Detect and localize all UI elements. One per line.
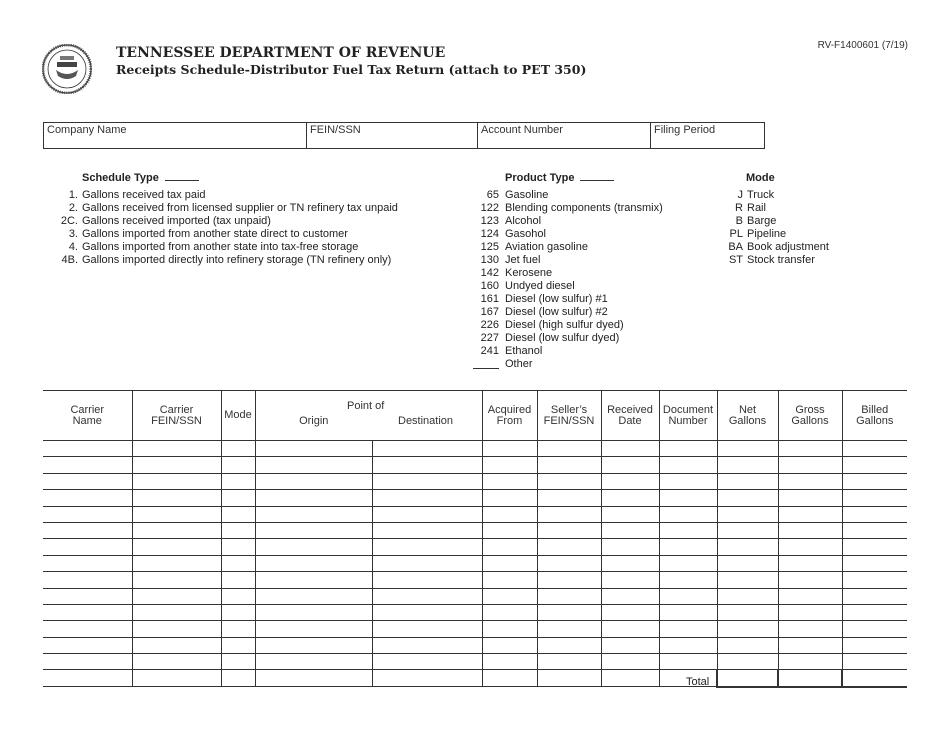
table-row bbox=[43, 588, 907, 604]
table-row bbox=[43, 572, 907, 588]
cell-carrier-fein[interactable] bbox=[132, 637, 221, 653]
cell-seller-fein[interactable] bbox=[537, 457, 601, 473]
cell-net-gallons[interactable] bbox=[717, 588, 778, 604]
cell-net-gallons[interactable] bbox=[717, 539, 778, 555]
cell-acquired-from[interactable] bbox=[482, 621, 537, 637]
product-type-code[interactable] bbox=[473, 358, 499, 369]
mode-item bbox=[0, 202, 900, 215]
product-type-item bbox=[0, 319, 700, 332]
cell-document-number[interactable] bbox=[659, 506, 717, 522]
cell-mode[interactable] bbox=[221, 604, 255, 620]
cell-received-date[interactable] bbox=[601, 670, 659, 686]
cell-billed-gallons[interactable] bbox=[842, 473, 907, 489]
cell-origin[interactable] bbox=[255, 441, 372, 457]
account-number-field[interactable]: Account Number bbox=[478, 123, 651, 149]
cell-seller-fein[interactable] bbox=[537, 588, 601, 604]
schedule-type-blank[interactable] bbox=[165, 180, 199, 181]
cell-carrier-name[interactable] bbox=[43, 621, 132, 637]
product-type-code: 130 bbox=[480, 254, 499, 266]
mode-heading: Mode bbox=[746, 172, 775, 184]
cell-origin[interactable] bbox=[255, 654, 372, 670]
cell-acquired-from[interactable] bbox=[482, 522, 537, 538]
schedule-type-heading-text: Schedule Type bbox=[82, 172, 159, 184]
cell-destination[interactable] bbox=[372, 490, 482, 506]
mode-text: Pipeline bbox=[747, 228, 787, 240]
table-row bbox=[43, 654, 907, 670]
cell-mode[interactable] bbox=[221, 490, 255, 506]
cell-received-date[interactable] bbox=[601, 555, 659, 571]
cell-net-gallons[interactable] bbox=[717, 572, 778, 588]
cell-destination[interactable] bbox=[372, 522, 482, 538]
mode-code: J bbox=[737, 189, 743, 201]
schedule-type-text: Gallons received imported (tax unpaid) bbox=[82, 215, 271, 227]
cell-acquired-from[interactable] bbox=[482, 588, 537, 604]
cell-carrier-fein[interactable] bbox=[132, 441, 221, 457]
cell-carrier-name[interactable] bbox=[43, 637, 132, 653]
cell-mode[interactable] bbox=[221, 572, 255, 588]
cell-origin[interactable] bbox=[255, 506, 372, 522]
cell-gross-gallons[interactable] bbox=[778, 473, 842, 489]
cell-gross-gallons[interactable] bbox=[778, 604, 842, 620]
product-type-text: Aviation gasoline bbox=[505, 241, 588, 253]
schedule-type-code: 4. bbox=[68, 241, 78, 253]
product-type-text: Undyed diesel bbox=[505, 280, 575, 292]
form-number: RV-F1400601 (7/19) bbox=[817, 40, 908, 51]
schedule-type-code: 2C. bbox=[60, 215, 78, 227]
cell-destination[interactable] bbox=[372, 604, 482, 620]
cell-gross-gallons[interactable] bbox=[778, 621, 842, 637]
cell-mode[interactable] bbox=[221, 506, 255, 522]
product-type-text: Diesel (low sulfur dyed) bbox=[505, 332, 620, 344]
cell-gross-gallons[interactable] bbox=[778, 457, 842, 473]
cell-net-gallons[interactable] bbox=[717, 637, 778, 653]
cell-seller-fein[interactable] bbox=[537, 621, 601, 637]
schedule-type-text: Gallons received tax paid bbox=[82, 189, 206, 201]
cell-document-number[interactable] bbox=[659, 473, 717, 489]
mode-item bbox=[0, 254, 900, 267]
cell-gross-gallons[interactable] bbox=[778, 654, 842, 670]
cell-acquired-from[interactable] bbox=[482, 670, 537, 686]
schedule-type-text: Gallons imported from another state into tax-free storage bbox=[82, 241, 359, 253]
cell-destination[interactable] bbox=[372, 670, 482, 686]
cell-destination[interactable] bbox=[372, 441, 482, 457]
cell-received-date[interactable] bbox=[601, 457, 659, 473]
cell-carrier-name[interactable] bbox=[43, 604, 132, 620]
cell-document-number[interactable] bbox=[659, 604, 717, 620]
mode-text: Rail bbox=[747, 202, 766, 214]
schedule-type-heading bbox=[82, 172, 199, 184]
table-row bbox=[43, 457, 907, 473]
cell-billed-gallons[interactable] bbox=[842, 457, 907, 473]
product-type-code: 142 bbox=[480, 267, 499, 279]
cell-carrier-name[interactable] bbox=[43, 670, 132, 686]
cell-destination[interactable] bbox=[372, 588, 482, 604]
cell-origin[interactable] bbox=[255, 539, 372, 555]
cell-gross-gallons[interactable] bbox=[778, 572, 842, 588]
cell-received-date[interactable] bbox=[601, 572, 659, 588]
cell-seller-fein[interactable] bbox=[537, 555, 601, 571]
product-type-text: Other bbox=[505, 358, 533, 370]
schedule-type-text: Gallons imported directly into refinery storage (TN refinery only) bbox=[82, 254, 392, 266]
schedule-type-code: 2. bbox=[68, 202, 78, 214]
mode-text: Truck bbox=[747, 189, 775, 201]
cell-received-date[interactable] bbox=[601, 506, 659, 522]
product-type-text: Jet fuel bbox=[505, 254, 541, 266]
cell-mode[interactable] bbox=[221, 539, 255, 555]
point-of-label: Point of bbox=[347, 400, 385, 412]
cell-acquired-from[interactable] bbox=[482, 654, 537, 670]
cell-billed-gallons[interactable] bbox=[842, 506, 907, 522]
cell-destination[interactable] bbox=[372, 654, 482, 670]
mode-item bbox=[0, 189, 900, 202]
column-header-net-gallons: Net Gallons bbox=[717, 391, 778, 441]
cell-origin[interactable] bbox=[255, 637, 372, 653]
cell-document-number[interactable] bbox=[659, 654, 717, 670]
cell-carrier-name[interactable] bbox=[43, 441, 132, 457]
cell-destination[interactable] bbox=[372, 506, 482, 522]
product-type-heading-text: Product Type bbox=[505, 172, 575, 184]
cell-carrier-name[interactable] bbox=[43, 539, 132, 555]
cell-carrier-fein[interactable] bbox=[132, 621, 221, 637]
cell-carrier-fein[interactable] bbox=[132, 506, 221, 522]
table-row bbox=[43, 604, 907, 620]
cell-carrier-name[interactable] bbox=[43, 490, 132, 506]
cell-net-gallons[interactable] bbox=[717, 555, 778, 571]
cell-mode[interactable] bbox=[221, 457, 255, 473]
column-header-document-number: Document Number bbox=[659, 391, 717, 441]
cell-seller-fein[interactable] bbox=[537, 522, 601, 538]
cell-document-number[interactable] bbox=[659, 522, 717, 538]
cell-acquired-from[interactable] bbox=[482, 572, 537, 588]
cell-net-gallons[interactable] bbox=[717, 490, 778, 506]
cell-origin[interactable] bbox=[255, 522, 372, 538]
cell-acquired-from[interactable] bbox=[482, 555, 537, 571]
cell-destination[interactable] bbox=[372, 572, 482, 588]
table-row bbox=[43, 539, 907, 555]
table-row bbox=[43, 522, 907, 538]
table-row bbox=[43, 473, 907, 489]
product-type-code: 161 bbox=[480, 293, 499, 305]
cell-seller-fein[interactable] bbox=[537, 654, 601, 670]
cell-gross-gallons[interactable] bbox=[778, 588, 842, 604]
cell-carrier-fein[interactable] bbox=[132, 539, 221, 555]
total-billed-gallons[interactable] bbox=[841, 670, 907, 688]
cell-origin[interactable] bbox=[255, 555, 372, 571]
mode-text: Stock transfer bbox=[747, 254, 815, 266]
cell-carrier-fein[interactable] bbox=[132, 572, 221, 588]
cell-origin[interactable] bbox=[255, 604, 372, 620]
mode-code: R bbox=[735, 202, 743, 214]
product-type-item bbox=[0, 293, 700, 306]
cell-gross-gallons[interactable] bbox=[778, 490, 842, 506]
filing-period-field[interactable]: Filing Period bbox=[651, 123, 765, 149]
state-seal-icon bbox=[42, 44, 92, 94]
schedule-type-code: 1. bbox=[68, 189, 78, 201]
cell-seller-fein[interactable] bbox=[537, 473, 601, 489]
total-gross-gallons[interactable] bbox=[777, 670, 842, 688]
cell-gross-gallons[interactable] bbox=[778, 539, 842, 555]
product-type-item bbox=[0, 280, 700, 293]
product-type-code: 160 bbox=[480, 280, 499, 292]
column-header-acquired-from: Acquired From bbox=[482, 391, 537, 441]
cell-acquired-from[interactable] bbox=[482, 506, 537, 522]
cell-origin[interactable] bbox=[255, 588, 372, 604]
cell-received-date[interactable] bbox=[601, 588, 659, 604]
cell-acquired-from[interactable] bbox=[482, 490, 537, 506]
cell-carrier-name[interactable] bbox=[43, 473, 132, 489]
mode-text: Barge bbox=[747, 215, 777, 227]
cell-mode[interactable] bbox=[221, 588, 255, 604]
cell-acquired-from[interactable] bbox=[482, 604, 537, 620]
cell-acquired-from[interactable] bbox=[482, 441, 537, 457]
cell-billed-gallons[interactable] bbox=[842, 588, 907, 604]
cell-destination[interactable] bbox=[372, 637, 482, 653]
product-type-code: 123 bbox=[480, 215, 499, 227]
cell-billed-gallons[interactable] bbox=[842, 441, 907, 457]
cell-billed-gallons[interactable] bbox=[842, 621, 907, 637]
cell-received-date[interactable] bbox=[601, 637, 659, 653]
cell-seller-fein[interactable] bbox=[537, 572, 601, 588]
product-type-text: Kerosene bbox=[505, 267, 553, 279]
cell-origin[interactable] bbox=[255, 621, 372, 637]
cell-carrier-name[interactable] bbox=[43, 555, 132, 571]
product-type-text: Blending components (transmix) bbox=[505, 202, 663, 214]
cell-document-number[interactable] bbox=[659, 637, 717, 653]
cell-gross-gallons[interactable] bbox=[778, 441, 842, 457]
mode-code: B bbox=[735, 215, 743, 227]
company-name-field[interactable]: Company Name bbox=[44, 123, 307, 149]
cell-net-gallons[interactable] bbox=[717, 473, 778, 489]
cell-origin[interactable] bbox=[255, 670, 372, 686]
cell-net-gallons[interactable] bbox=[717, 654, 778, 670]
cell-acquired-from[interactable] bbox=[482, 539, 537, 555]
cell-gross-gallons[interactable] bbox=[778, 506, 842, 522]
mode-item bbox=[0, 215, 900, 228]
cell-seller-fein[interactable] bbox=[537, 539, 601, 555]
table-header-row bbox=[43, 391, 907, 441]
cell-acquired-from[interactable] bbox=[482, 473, 537, 489]
department-title: TENNESSEE DEPARTMENT OF REVENUE bbox=[116, 45, 446, 61]
schedule-type-code: 3. bbox=[68, 228, 78, 240]
cell-document-number[interactable] bbox=[659, 441, 717, 457]
column-header-received-date: Received Date bbox=[601, 391, 659, 441]
cell-destination[interactable] bbox=[372, 621, 482, 637]
cell-carrier-fein[interactable] bbox=[132, 522, 221, 538]
cell-seller-fein[interactable] bbox=[537, 670, 601, 686]
column-header-mode: Mode bbox=[221, 391, 255, 441]
mode-text: Book adjustment bbox=[747, 241, 829, 253]
schedule-type-code: 4B. bbox=[61, 254, 78, 266]
product-type-code: 122 bbox=[480, 202, 499, 214]
product-type-heading bbox=[505, 172, 614, 184]
table-row bbox=[43, 621, 907, 637]
receipts-table bbox=[43, 390, 907, 687]
cell-mode[interactable] bbox=[221, 621, 255, 637]
product-type-code: 241 bbox=[480, 345, 499, 357]
product-type-code: 124 bbox=[480, 228, 499, 240]
table-row bbox=[43, 490, 907, 506]
cell-mode[interactable] bbox=[221, 637, 255, 653]
product-type-text: Ethanol bbox=[505, 345, 543, 357]
cell-carrier-fein[interactable] bbox=[132, 490, 221, 506]
mode-item bbox=[0, 228, 900, 241]
cell-gross-gallons[interactable] bbox=[778, 555, 842, 571]
cell-billed-gallons[interactable] bbox=[842, 522, 907, 538]
schedule-type-text: Gallons received from licensed supplier or TN refinery tax unpaid bbox=[82, 202, 398, 214]
cell-carrier-name[interactable] bbox=[43, 588, 132, 604]
column-header-destination: Destination bbox=[372, 391, 482, 441]
cell-billed-gallons[interactable] bbox=[842, 572, 907, 588]
column-header-carrier-name: Carrier Name bbox=[43, 391, 132, 441]
column-header-seller-fein: Seller’s FEIN/SSN bbox=[537, 391, 601, 441]
cell-destination[interactable] bbox=[372, 457, 482, 473]
cell-net-gallons[interactable] bbox=[717, 522, 778, 538]
cell-received-date[interactable] bbox=[601, 473, 659, 489]
mode-code: BA bbox=[728, 241, 743, 253]
form-subtitle: Receipts Schedule-Distributor Fuel Tax Return (attach to PET 350) bbox=[116, 62, 587, 77]
cell-seller-fein[interactable] bbox=[537, 506, 601, 522]
cell-received-date[interactable] bbox=[601, 621, 659, 637]
table-row bbox=[43, 506, 907, 522]
product-type-code: 167 bbox=[480, 306, 499, 318]
table-row bbox=[43, 441, 907, 457]
product-type-text: Gasoline bbox=[505, 189, 549, 201]
mode-list bbox=[0, 189, 900, 267]
mode-code: ST bbox=[728, 254, 743, 266]
cell-document-number[interactable] bbox=[659, 555, 717, 571]
cell-seller-fein[interactable] bbox=[537, 441, 601, 457]
cell-document-number[interactable] bbox=[659, 539, 717, 555]
cell-carrier-fein[interactable] bbox=[132, 670, 221, 686]
cell-mode[interactable] bbox=[221, 522, 255, 538]
cell-seller-fein[interactable] bbox=[537, 604, 601, 620]
cell-origin[interactable] bbox=[255, 457, 372, 473]
product-type-text: Diesel (low sulfur) #2 bbox=[505, 306, 608, 318]
cell-acquired-from[interactable] bbox=[482, 637, 537, 653]
total-net-gallons[interactable] bbox=[716, 670, 778, 688]
cell-billed-gallons[interactable] bbox=[842, 604, 907, 620]
cell-net-gallons[interactable] bbox=[717, 604, 778, 620]
cell-mode[interactable] bbox=[221, 670, 255, 686]
cell-received-date[interactable] bbox=[601, 604, 659, 620]
cell-gross-gallons[interactable] bbox=[778, 637, 842, 653]
cell-carrier-fein[interactable] bbox=[132, 588, 221, 604]
cell-billed-gallons[interactable] bbox=[842, 637, 907, 653]
cell-carrier-fein[interactable] bbox=[132, 654, 221, 670]
column-header-billed-gallons: Billed Gallons bbox=[842, 391, 907, 441]
cell-document-number[interactable] bbox=[659, 621, 717, 637]
column-header-origin: Origin bbox=[255, 391, 372, 441]
cell-carrier-fein[interactable] bbox=[132, 604, 221, 620]
product-type-item bbox=[0, 345, 700, 358]
cell-carrier-name[interactable] bbox=[43, 457, 132, 473]
cell-origin[interactable] bbox=[255, 473, 372, 489]
cell-received-date[interactable] bbox=[601, 490, 659, 506]
filer-info-table bbox=[43, 122, 765, 149]
cell-document-number[interactable] bbox=[659, 490, 717, 506]
cell-origin[interactable] bbox=[255, 572, 372, 588]
product-type-text: Gasohol bbox=[505, 228, 546, 240]
cell-net-gallons[interactable] bbox=[717, 506, 778, 522]
cell-destination[interactable] bbox=[372, 539, 482, 555]
product-type-text: Alcohol bbox=[505, 215, 542, 227]
cell-received-date[interactable] bbox=[601, 522, 659, 538]
product-type-blank[interactable] bbox=[580, 180, 614, 181]
cell-carrier-name[interactable] bbox=[43, 654, 132, 670]
cell-received-date[interactable] bbox=[601, 539, 659, 555]
product-type-item bbox=[0, 332, 700, 345]
product-type-code: 226 bbox=[480, 319, 499, 331]
product-type-item bbox=[0, 358, 700, 371]
product-type-item bbox=[0, 306, 700, 319]
cell-seller-fein[interactable] bbox=[537, 637, 601, 653]
cell-carrier-name[interactable] bbox=[43, 522, 132, 538]
cell-mode[interactable] bbox=[221, 441, 255, 457]
cell-billed-gallons[interactable] bbox=[842, 654, 907, 670]
cell-billed-gallons[interactable] bbox=[842, 539, 907, 555]
cell-gross-gallons[interactable] bbox=[778, 522, 842, 538]
column-header-carrier-fein: Carrier FEIN/SSN bbox=[132, 391, 221, 441]
mode-code: PL bbox=[729, 228, 743, 240]
product-type-code: 227 bbox=[480, 332, 499, 344]
cell-net-gallons[interactable] bbox=[717, 457, 778, 473]
schedule-type-text: Gallons imported from another state direct to customer bbox=[82, 228, 348, 240]
cell-document-number[interactable] bbox=[659, 588, 717, 604]
cell-carrier-fein[interactable] bbox=[132, 473, 221, 489]
product-type-item bbox=[0, 267, 700, 280]
cell-received-date[interactable] bbox=[601, 654, 659, 670]
cell-origin[interactable] bbox=[255, 490, 372, 506]
cell-document-number[interactable] bbox=[659, 572, 717, 588]
cell-carrier-name[interactable] bbox=[43, 506, 132, 522]
cell-carrier-name[interactable] bbox=[43, 572, 132, 588]
cell-destination[interactable] bbox=[372, 473, 482, 489]
cell-billed-gallons[interactable] bbox=[842, 490, 907, 506]
column-header-gross-gallons: Gross Gallons bbox=[778, 391, 842, 441]
total-label: Total bbox=[686, 676, 710, 688]
cell-mode[interactable] bbox=[221, 555, 255, 571]
cell-mode[interactable] bbox=[221, 654, 255, 670]
cell-net-gallons[interactable] bbox=[717, 621, 778, 637]
cell-seller-fein[interactable] bbox=[537, 490, 601, 506]
cell-mode[interactable] bbox=[221, 473, 255, 489]
cell-billed-gallons[interactable] bbox=[842, 555, 907, 571]
table-row bbox=[43, 555, 907, 571]
cell-document-number[interactable] bbox=[659, 457, 717, 473]
fein-ssn-field[interactable]: FEIN/SSN bbox=[307, 123, 478, 149]
mode-item bbox=[0, 241, 900, 254]
cell-acquired-from[interactable] bbox=[482, 457, 537, 473]
cell-carrier-fein[interactable] bbox=[132, 555, 221, 571]
cell-destination[interactable] bbox=[372, 555, 482, 571]
product-type-text: Diesel (low sulfur) #1 bbox=[505, 293, 608, 305]
cell-carrier-fein[interactable] bbox=[132, 457, 221, 473]
product-type-code: 65 bbox=[486, 189, 499, 201]
cell-received-date[interactable] bbox=[601, 441, 659, 457]
cell-net-gallons[interactable] bbox=[717, 441, 778, 457]
product-type-text: Diesel (high sulfur dyed) bbox=[505, 319, 624, 331]
product-type-code: 125 bbox=[480, 241, 499, 253]
table-row bbox=[43, 637, 907, 653]
